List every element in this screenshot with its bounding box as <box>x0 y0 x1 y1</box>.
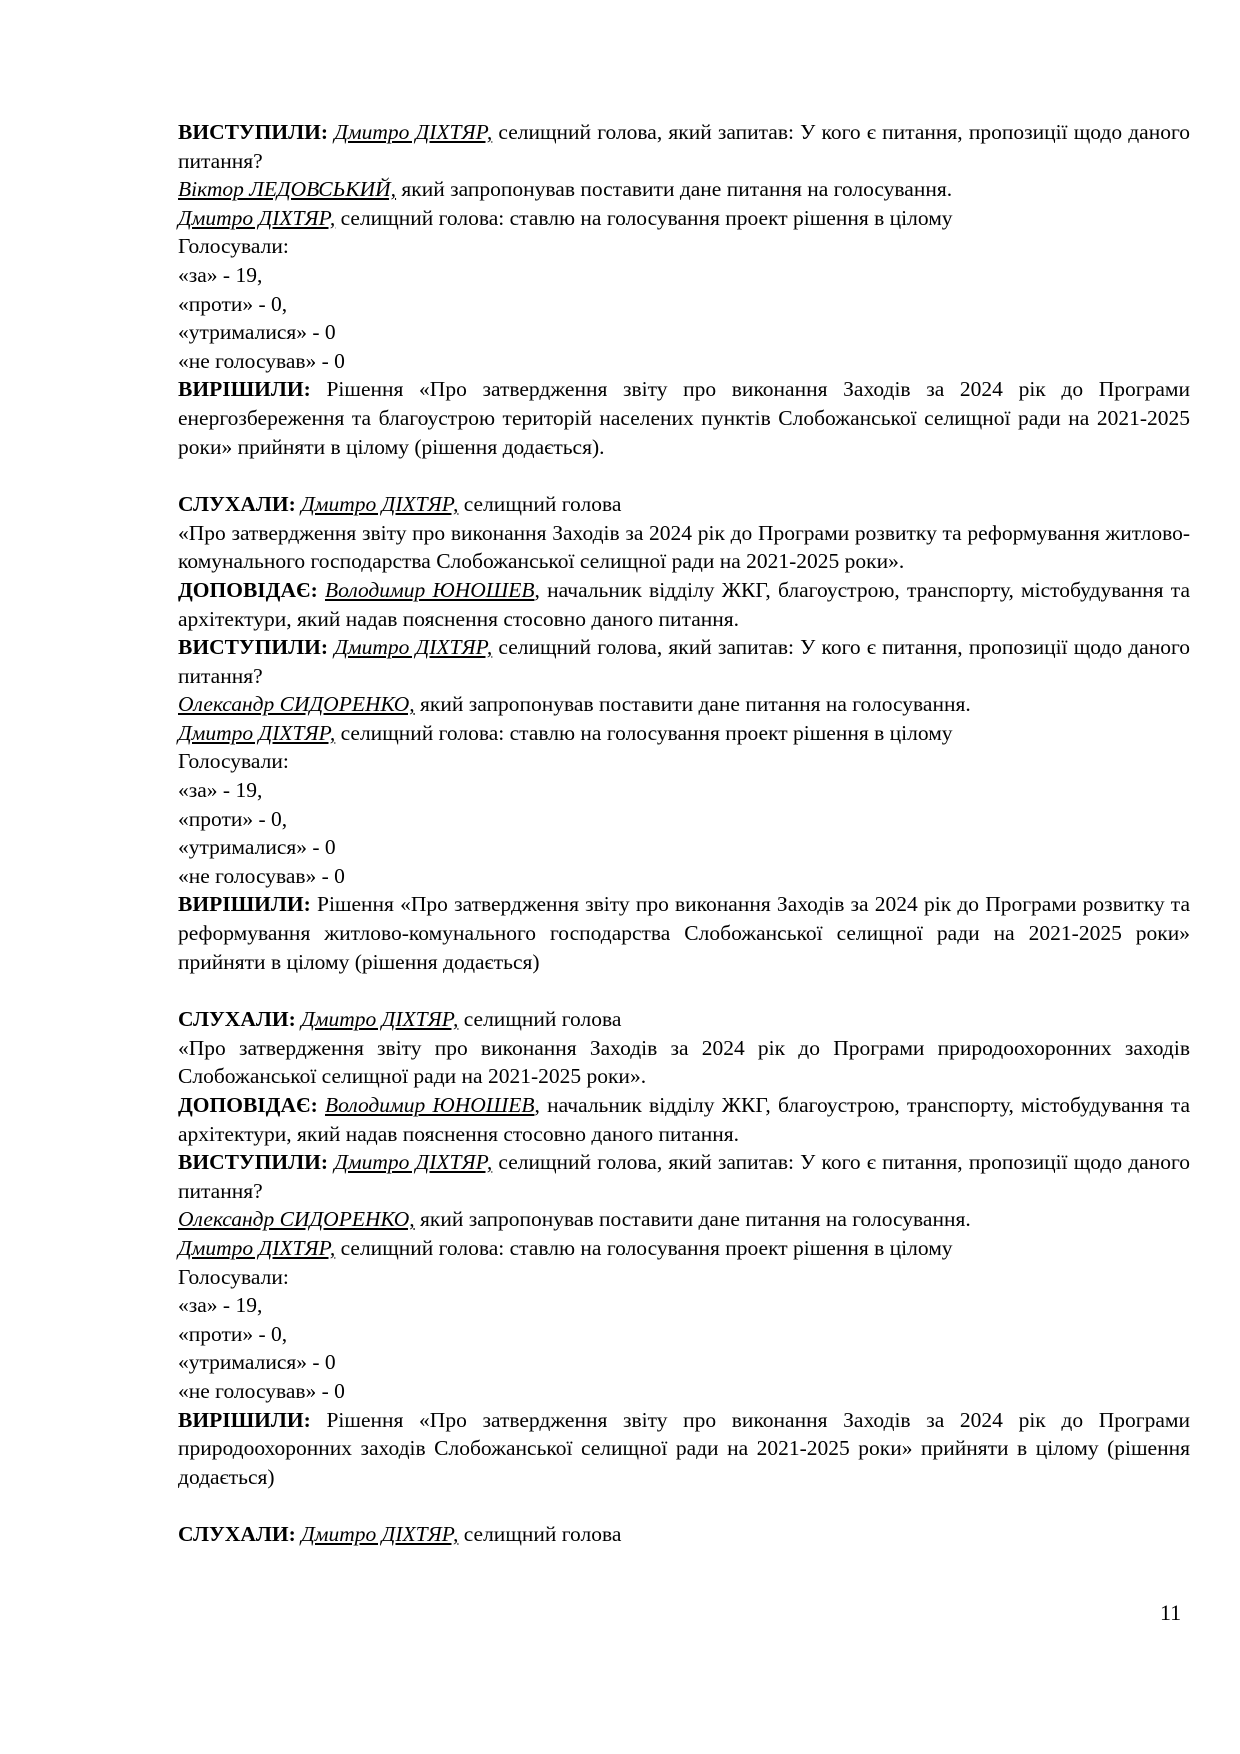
page-number: 11 <box>1160 1600 1182 1625</box>
reporter-role: , начальник відділу ЖКГ, благоустрою, транспорту, містобудування та архітектури, який надав пояснення стосовно даного питання. <box>178 577 1191 631</box>
decision-text: Рішення «Про затвердження звіту про виконання Заходів за 2024 рік до Програми розвитку та реформування житлово-комунального господарства Слобожанської селищної ради на 2021-2025 роки» прийняти в цілому (рішення додається) <box>178 892 1190 974</box>
votes-against: «проти» - 0, <box>178 1321 288 1346</box>
voting-call-text: селищний голова: ставлю на голосування проект рішення в цілому <box>335 205 953 230</box>
votes-for: «за» - 19, <box>178 262 263 287</box>
label-vystupyly: ВИСТУПИЛИ: <box>178 635 329 660</box>
label-slukhaly: СЛУХАЛИ: <box>178 1522 296 1547</box>
heard-line <box>178 490 1190 519</box>
label-vyrishyly: ВИРІШИЛИ: <box>178 1407 311 1432</box>
proposer-name: Олександр СИДОРЕНКО, <box>178 1207 415 1232</box>
chair-name: Дмитро ДІХТЯР, <box>178 205 336 230</box>
votes-not-voted: «не голосував» - 0 <box>178 348 345 373</box>
reporter-name: Володимир ЮНОШЕВ <box>324 1093 535 1117</box>
votes-not-voted: «не голосував» - 0 <box>178 1378 345 1403</box>
spacer <box>178 1491 1190 1520</box>
label-vyrishyly: ВИРІШИЛИ: <box>178 892 311 917</box>
presenter-name: Дмитро ДІХТЯР, <box>301 1007 459 1032</box>
proposer-name: Віктор ЛЕДОВСЬКИЙ, <box>178 177 397 202</box>
speaker-name: Дмитро ДІХТЯР, <box>334 120 493 144</box>
presenter-role: селищний голова <box>458 1007 622 1032</box>
proposal-text: який запропонував поставити дане питання на голосування. <box>414 1207 971 1232</box>
votes-for: «за» - 19, <box>178 1293 263 1318</box>
decision-text: Рішення «Про затвердження звіту про виконання Заходів за 2024 рік до Програми природоохоронних заходів Слобожанської селищної ради на 2021-2025 роки» прийняти в цілому (рішення додається) <box>178 1407 1190 1489</box>
votes-against: «проти» - 0, <box>178 291 288 316</box>
decision-paragraph <box>178 890 1190 976</box>
votes-for: «за» - 19, <box>178 778 263 803</box>
label-vystupyly: ВИСТУПИЛИ: <box>178 1150 329 1175</box>
votes-abstained: «утрималися» - 0 <box>178 320 336 345</box>
label-vyrishyly: ВИРІШИЛИ: <box>178 377 311 402</box>
reporter-paragraph <box>178 1091 1190 1148</box>
presenter-role: селищний голова <box>458 1522 622 1547</box>
votes-heading: Голосували: <box>178 234 289 259</box>
votes-against: «проти» - 0, <box>178 806 288 831</box>
label-dopovidaie: ДОПОВІДАЄ: <box>178 577 318 602</box>
votes-heading: Голосували: <box>178 749 289 774</box>
voting-call-text: селищний голова: ставлю на голосування проект рішення в цілому <box>335 720 953 745</box>
topic-paragraph: «Про затвердження звіту про виконання Заходів за 2024 рік до Програми природоохоронних заходів Слобожанської селищної ради на 2021-2025 роки». <box>178 1035 1190 1089</box>
speaker-text: селищний голова, який запитав: У кого є питання, пропозиції щодо даного питання? <box>178 635 1190 688</box>
votes-abstained: «утрималися» - 0 <box>178 1350 336 1375</box>
votes-abstained: «утрималися» - 0 <box>178 835 336 860</box>
votes-heading: Голосували: <box>178 1264 289 1289</box>
decision-paragraph <box>178 1406 1190 1492</box>
proposal-line <box>178 1205 1190 1234</box>
proposal-line <box>178 175 1190 204</box>
proposal-line <box>178 690 1190 719</box>
decision-text: Рішення «Про затвердження звіту про виконання Заходів за 2024 рік до Програми енергозбереження та благоустрою територій населених пунктів Слобожанської селищної ради на 2021-2025 роки» прийняти в цілому (рішення додається). <box>178 377 1190 459</box>
speakers-paragraph <box>178 118 1190 175</box>
spacer <box>178 461 1190 490</box>
label-slukhaly: СЛУХАЛИ: <box>178 492 296 517</box>
topic-paragraph: «Про затвердження звіту про виконання Заходів за 2024 рік до Програми розвитку та реформування житлово-комунального господарства Слобожанської селищної ради на 2021-2025 роки». <box>178 520 1190 574</box>
voting-call-line <box>178 719 1190 748</box>
proposal-text: який запропонував поставити дане питання на голосування. <box>396 177 953 202</box>
spacer <box>178 976 1190 1005</box>
voting-call-text: селищний голова: ставлю на голосування проект рішення в цілому <box>335 1235 953 1260</box>
speakers-paragraph <box>178 633 1190 690</box>
speaker-text: селищний голова, який запитав: У кого є питання, пропозиції щодо даного питання? <box>178 120 1190 173</box>
chair-name: Дмитро ДІХТЯР, <box>178 1235 336 1260</box>
presenter-role: селищний голова <box>458 492 622 517</box>
heard-line <box>178 1005 1190 1034</box>
reporter-paragraph <box>178 576 1190 633</box>
proposer-name: Олександр СИДОРЕНКО, <box>178 692 415 717</box>
chair-name: Дмитро ДІХТЯР, <box>178 720 336 745</box>
speaker-text: селищний голова, який запитав: У кого є питання, пропозиції щодо даного питання? <box>178 1150 1190 1203</box>
speaker-name: Дмитро ДІХТЯР, <box>334 635 493 660</box>
votes-not-voted: «не голосував» - 0 <box>178 863 345 888</box>
voting-call-line <box>178 1234 1190 1263</box>
speakers-paragraph <box>178 1148 1190 1205</box>
heard-line <box>178 1520 1190 1549</box>
label-dopovidaie: ДОПОВІДАЄ: <box>178 1093 318 1117</box>
document-page <box>178 118 1190 1549</box>
label-slukhaly: СЛУХАЛИ: <box>178 1007 296 1032</box>
reporter-name: Володимир ЮНОШЕВ <box>324 577 535 602</box>
proposal-text: який запропонував поставити дане питання на голосування. <box>414 692 971 717</box>
voting-call-line <box>178 204 1190 233</box>
reporter-role: , начальник відділу ЖКГ, благоустрою, транспорту, містобудування та архітектури, який надав пояснення стосовно даного питання. <box>178 1093 1191 1146</box>
label-vystupyly: ВИСТУПИЛИ: <box>178 120 329 144</box>
speaker-name: Дмитро ДІХТЯР, <box>334 1150 493 1175</box>
presenter-name: Дмитро ДІХТЯР, <box>301 1522 459 1547</box>
decision-paragraph <box>178 375 1190 461</box>
presenter-name: Дмитро ДІХТЯР, <box>301 492 459 517</box>
